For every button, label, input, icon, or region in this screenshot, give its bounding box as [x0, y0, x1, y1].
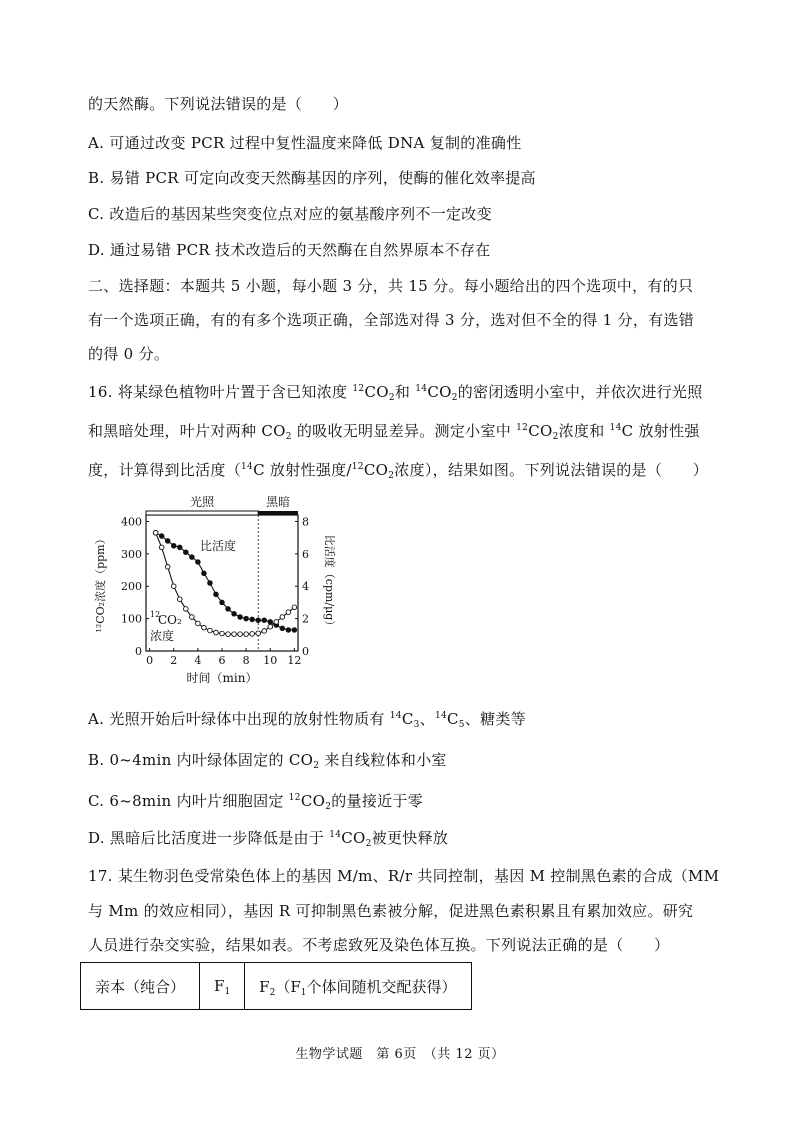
co2-point — [226, 632, 231, 637]
x-tick-label: 10 — [263, 654, 278, 667]
annotation-activity: 比活度 — [200, 539, 237, 553]
co2-point — [256, 631, 261, 636]
y-left-tick-label: 400 — [121, 515, 142, 529]
co2-point — [250, 632, 255, 637]
table-header-parents: 亲本（纯合） — [81, 963, 200, 1010]
co2-point — [190, 615, 195, 620]
activity-point — [214, 592, 219, 597]
y-right-tick-label: 4 — [302, 580, 309, 594]
q16-option-d: D. 黑暗后比活度进一步降低是由于 $^{14}CO_2$被更快释放 — [88, 829, 449, 849]
x-tick-label: 6 — [218, 654, 226, 667]
co2-point — [286, 610, 291, 615]
q15-stem-tail: 的天然酶。下列说法错误的是（ ） — [88, 95, 349, 113]
co2-point — [177, 597, 182, 602]
activity-point — [226, 607, 231, 612]
y-left-axis-title: ¹²CO₂浓度（ppm） — [94, 533, 107, 633]
y-right-tick-label: 2 — [302, 612, 309, 626]
q17-table — [80, 962, 472, 1010]
activity-point — [165, 539, 170, 544]
q16-option-b: B. 0~4min 内叶绿体固定的 $CO_2$ 来自线粒体和小室 — [88, 751, 447, 771]
table-header-f2: $F_2(F_1$个体间随机交配获得） — [245, 963, 471, 1010]
q16-line1: 16. 将某绿色植物叶片置于含已知浓度 $^{12}CO_2$和 $^{14}CO_2$的密闭透明小室中，并依次进行光照 — [88, 383, 703, 403]
y-left-tick-label: 200 — [121, 580, 142, 594]
co2-point — [280, 615, 285, 620]
table-header-f1: $F_1$ — [200, 963, 245, 1010]
q16-line2: 和黑暗处理，叶片对两种 $CO_2$ 的吸收无明显差异。测定小室中 $^{12}CO_2$浓度和 $^{14}$C 放射性强 — [88, 422, 700, 442]
x-axis-title: 时间（min） — [186, 671, 258, 685]
co2-point — [232, 632, 237, 637]
activity-point — [256, 618, 261, 623]
y-right-tick-label: 6 — [302, 547, 309, 561]
table-header-row — [81, 963, 472, 1010]
q16-line3: 度，计算得到比活度（$^{14}$C 放射性强度$/^{12}CO_2$浓度），结果如图。下列说法错误的是（ ） — [88, 461, 709, 481]
dark-bar — [258, 511, 298, 515]
activity-point — [262, 618, 267, 623]
section2-line3: 的得 0 分。 — [88, 345, 170, 363]
co2-point — [159, 545, 164, 550]
top-label-dark: 黑暗 — [266, 495, 291, 509]
activity-point — [238, 615, 243, 620]
activity-point — [244, 616, 249, 621]
q15-option-d: D. 通过易错 PCR 技术改造后的天然酶在自然界原本不存在 — [88, 241, 491, 259]
activity-point — [208, 581, 213, 586]
activity-point — [159, 534, 164, 539]
co2-point — [165, 565, 170, 570]
activity-point — [184, 550, 189, 555]
y-right-axis-title: 比活度（cpm/μg） — [323, 534, 336, 632]
y-left-tick-label: 300 — [121, 547, 142, 561]
q17-line2: 与 Mm 的效应相同），基因 R 可抑制黑色素被分解，促进黑色素积累且有累加效应。研究 — [88, 902, 694, 920]
y-right-tick-label: 0 — [302, 645, 309, 658]
q17-line1: 17. 某生物羽色受常染色体上的基因 M/m、R/r 共同控制，基因 M 控制黑色素的合成（MM — [88, 867, 720, 885]
activity-point — [232, 611, 237, 616]
activity-point — [292, 628, 297, 633]
activity-point — [268, 620, 273, 625]
activity-point — [196, 560, 201, 565]
activity-point — [220, 600, 225, 605]
q15-option-b: B. 易错 PCR 可定向改变天然酶基因的序列，使酶的催化效率提高 — [88, 169, 536, 187]
activity-point — [250, 617, 255, 622]
co2-point — [244, 632, 249, 637]
activity-point — [177, 545, 182, 550]
co2-point — [208, 628, 213, 633]
page-footer: 生物学试题 第 6页 （共 12 页） — [295, 1047, 505, 1062]
co2-point — [292, 605, 297, 610]
light-bar — [146, 511, 258, 515]
annotation-co2-sup: 12 — [150, 610, 161, 619]
q16-option-c: C. 6~8min 内叶片细胞固定 $^{12}CO_2$的量接近于零 — [88, 792, 424, 812]
q17-line3: 人员进行杂交实验，结果如表。不考虑致死及染色体互换。下列说法正确的是（ ） — [88, 936, 670, 954]
x-tick-label: 4 — [194, 654, 202, 667]
x-tick-label: 2 — [170, 654, 178, 667]
co2-point — [274, 620, 279, 625]
y-left-tick-label: 0 — [135, 645, 142, 658]
co2-point — [262, 629, 267, 634]
activity-point — [171, 543, 176, 548]
co2-point — [202, 625, 207, 630]
annotation-concentration: 浓度 — [150, 629, 175, 643]
co2-point — [196, 621, 201, 626]
annotation-co2: CO₂ — [158, 613, 182, 627]
co2-point — [220, 631, 225, 636]
co2-point — [171, 584, 176, 589]
co2-point — [214, 630, 219, 635]
activity-point — [280, 626, 285, 631]
co2-point — [184, 607, 189, 612]
co2-point — [238, 632, 243, 637]
q16-option-a: A. 光照开始后叶绿体中出现的放射性物质有 $^{14}C_3$、$^{14}C_5$、糖类等 — [88, 710, 527, 730]
x-tick-label: 12 — [287, 654, 302, 667]
section2-line1: 二、选择题：本题共 5 小题，每小题 3 分，共 15 分。每小题给出的四个选项中，有的只 — [88, 277, 694, 295]
activity-point — [202, 571, 207, 576]
x-tick-label: 8 — [242, 654, 250, 667]
activity-point — [190, 555, 195, 560]
y-right-tick-label: 8 — [302, 515, 309, 529]
q15-option-c: C. 改造后的基因某些突变位点对应的氨基酸序列不一定改变 — [88, 205, 492, 223]
section2-line2: 有一个选项正确，有的有多个选项正确，全部选对得 3 分，选对但不全的得 1 分，有选错 — [88, 311, 695, 329]
y-left-tick-label: 100 — [121, 612, 142, 626]
co2-point — [153, 531, 158, 536]
q15-option-a: A. 可通过改变 PCR 过程中复性温度来降低 DNA 复制的准确性 — [88, 134, 522, 152]
co2-point — [268, 624, 273, 629]
q16-chart — [88, 488, 348, 693]
top-label-light: 光照 — [190, 495, 215, 509]
activity-point — [286, 628, 291, 633]
x-tick-label: 0 — [146, 654, 154, 667]
